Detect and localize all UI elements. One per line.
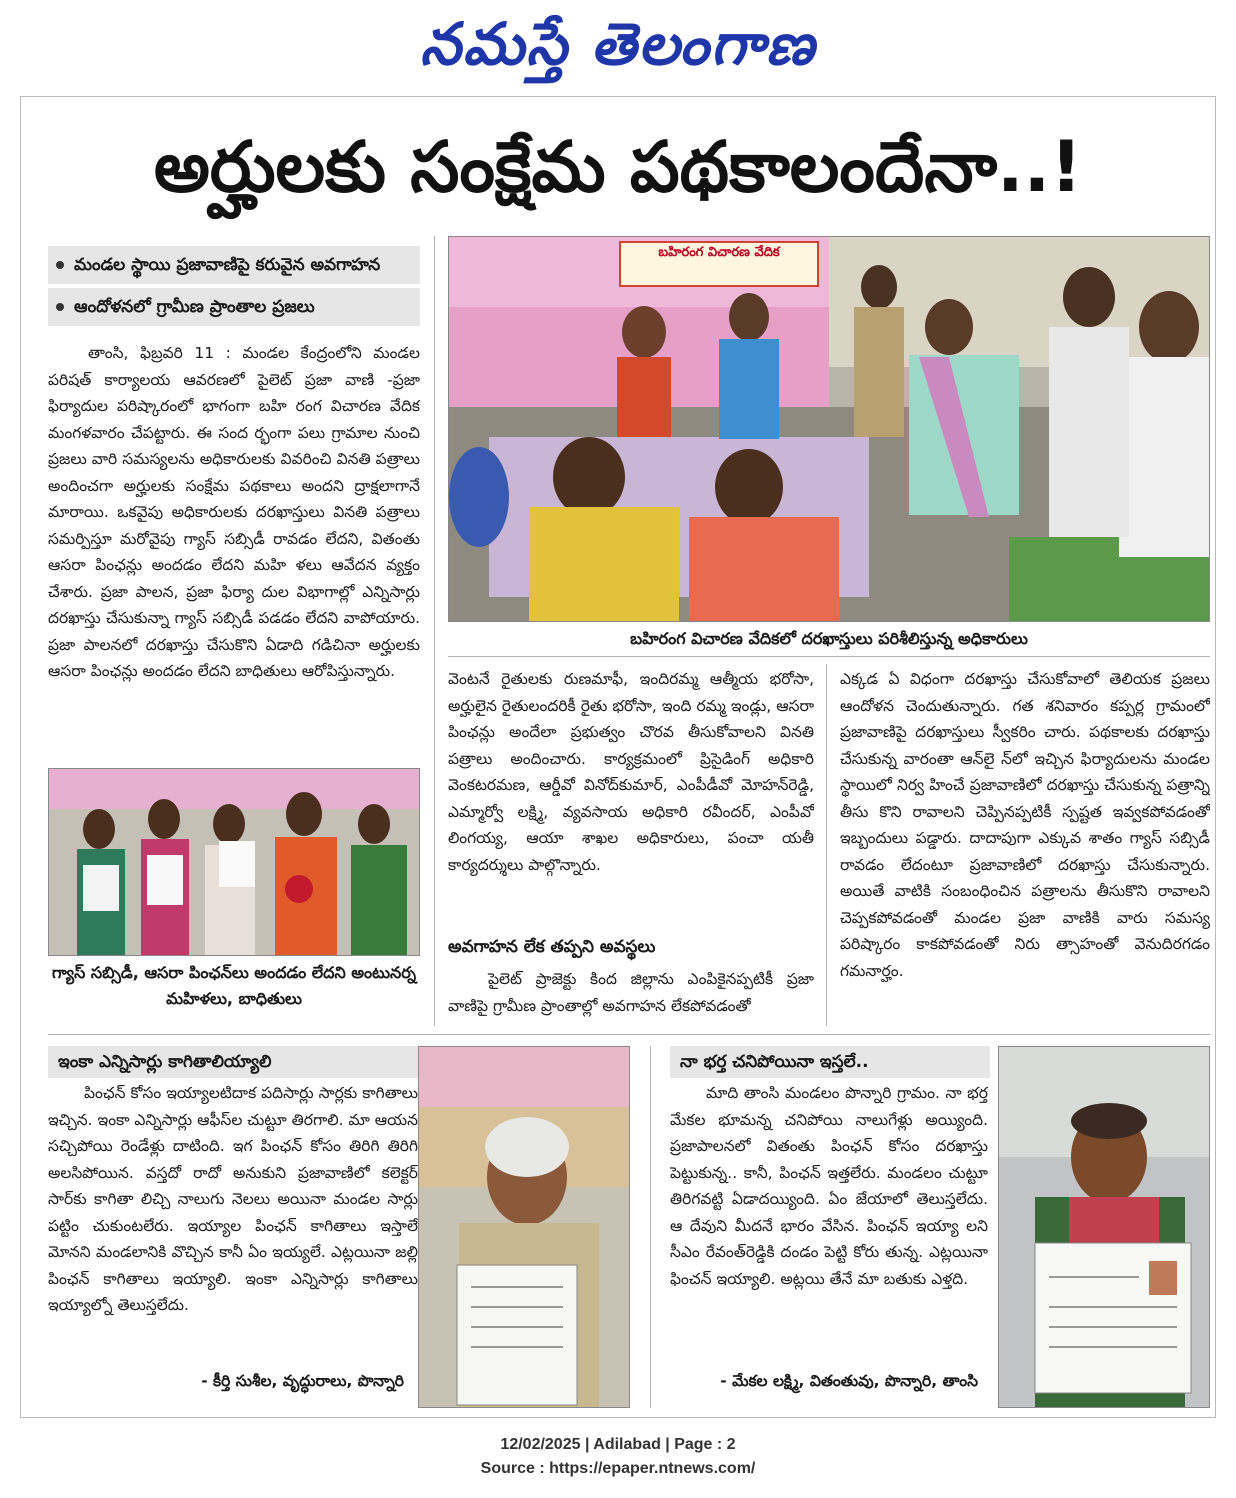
masthead-logo: నమస్తే తెలంగాణ xyxy=(420,10,816,78)
divider xyxy=(826,664,827,1026)
box2-signature: - మేకల లక్ష్మి, వితంతువు, పొన్నారి, తాంసి xyxy=(720,1372,978,1390)
main-photo-caption: బహిరంగ విచారణ వేదికలో దరఖాస్తులు పరిశీలిస్తున్న అధికారులు xyxy=(630,629,1028,648)
main-photo xyxy=(448,236,1210,622)
article-col3-text: ఎక్కడ ఏ విధంగా దరఖాస్తు చేసుకోవాలో తెలియక ప్రజలు ఆందోళన చెందుతున్నారు. గత శనివారం కప్పర్ల గ్రామంలో ప్రజావాణిపై దరఖాస్తులు స్వీకరిం చారు. పథకాలకు దరఖాస్తు చేసుకున్న వారంతా ఆన్‌లై న్‌లో ఇచ్చిన ఫిర్యాదులను మండల స్థాయిలో నిర్వ హించే ప్రజావాణిలో దరఖాస్తు చేసుకున్న పత్రాన్ని తీసు కొని రావాలని చెప్పినప్పటికీ స్పష్టత ఇవ్వకపోవడంతో ఇబ్బందులు పడ్డారు. దాదాపుగా ఎక్కువ శాతం గ్యాస్ సబ్సిడీ రావడం లేదంటూ ప్రజావాణిలో దరఖాస్తు చేసుకున్నారు. అయితే వాటికి సంబంధించిన పత్రాలను తీసుకొని రావాలని చెప్పకపోవడంతో మండల ప్రజా వాణికి వారు సమస్య పరిష్కారం కాకపోవడంతో నిరు త్సాహంతో వెనుదిరగడం గమనార్హం. xyxy=(840,670,1210,980)
elderly-woman-photo xyxy=(418,1046,630,1408)
box1-text: పింఛన్ కోసం ఇయ్యాలటిదాక పదిసార్లు సార్లకు కాగితాలు ఇచ్చిన. ఇంకా ఎన్నిసార్లు ఆఫీస్‌ల చుట్టూ తిరగాలి. మా ఆయన సచ్చిపోయి రెండేళ్లు దాటింది. ఇగ పింఛన్ కోసం తిరిగి తిరిగి అలసిపోయిన. వస్తదో రాదో అనుకుని ప్రజావాణిలో కలెక్టర్ సార్‌కు కాగితా లిచ్చి నాలుగు నెలలు అయినా మండల సార్లు పట్టిం చుకుంటలేరు. ఇయ్యాల పింఛన్ కాగితాలు ఇస్తాలే మోనని మండలానికి వొచ్చిన కానీ ఏం ఇయ్యలే. ఎట్లయినా జల్లి పింఛన్ కాగితాలు ఇయ్యాలి. ఇంకా ఎన్నిసార్లు కాగితాలు ఇయ్యాల్నో తెలుస్తలేదు. xyxy=(48,1084,418,1314)
bullet-text-2: ఆందోళనలో గ్రామీణ ప్రాంతాల ప్రజలు xyxy=(74,297,315,317)
col2-subheading: అవగాహన లేక తప్పని అవస్థలు xyxy=(448,937,656,957)
main-photo-illustration xyxy=(449,237,1210,622)
box1-heading: ఇంకా ఎన్నిసార్లు కాగితాలియ్యాలి xyxy=(48,1046,418,1078)
divider xyxy=(650,1046,651,1408)
bullet-dot-icon xyxy=(56,303,64,311)
headline: అర్హులకు సంక్షేమ పథకాలందేనా..! xyxy=(153,126,1083,208)
bullet-box-2 xyxy=(48,288,420,326)
women-photo-illustration xyxy=(49,769,420,956)
women-photo xyxy=(48,768,420,956)
elderly-woman-illustration xyxy=(419,1047,630,1408)
box2-text: మాది తాంసి మండలం పొన్నారి గ్రామం. నా భర్త మేకల భూమన్న చనిపోయి నాలుగేళ్లు అయ్యింది. ప్రజాపాలనలో వితంతు పింఛన్ కోసం దరఖాస్తు పెట్టుకున్న.. కానీ, పింఛన్ ఇత్తలేరు. మండలం చుట్టూ తిరిగవట్టి ఏడాదయ్యింది. ఏం జేయాలో తెలుస్తలేదు. ఆ దేవుని మీదనే భారం వేసిన. పింఛన్ ఇయ్యా లని సీఎం రేవంత్‌రెడ్డికి దండం పెట్టి కోరు తున్న. ఎట్లయినా ఫించన్ ఇయ్యాలి. అట్లయి తేనే మా బతుకు ఎళ్తది. xyxy=(670,1084,988,1288)
bullet-box-1 xyxy=(48,246,420,284)
box1-signature: - కీర్తి సుశీల, వృద్ధురాలు, పొన్నారి xyxy=(201,1372,404,1390)
divider xyxy=(448,656,1210,657)
bullet-dot-icon xyxy=(56,261,64,269)
footer-date-page: 12/02/2025 | Adilabad | Page : 2 xyxy=(500,1436,736,1453)
box2-heading: నా భర్త చనిపోయినా ఇస్తలే.. xyxy=(670,1046,990,1078)
divider xyxy=(434,236,435,1026)
divider xyxy=(48,1034,1210,1035)
bullet-text-1: మండల స్థాయి ప్రజావాణిపై కరువైన అవగాహన xyxy=(74,255,381,275)
footer-source: Source : https://epaper.ntnews.com/ xyxy=(480,1460,756,1477)
photo-banner-sign: బహిరంగ విచారణ వేదిక xyxy=(619,241,819,287)
widow-illustration xyxy=(999,1047,1210,1408)
article-col1-text: తాంసి, ఫిబ్రవరి 11 : మండల కేంద్రంలోని మండల పరిషత్ కార్యాలయ ఆవరణలో పైలెట్ ప్రజా వాణి -ప్రజా ఫిర్యాదుల పరిష్కారంలో భాగంగా బహి రంగ విచారణ వేదిక మంగళవారం చేపట్టారు. ఈ సంద ర్భంగా పలు గ్రామాల నుంచి ప్రజలు వారి సమస్యలను అధికారులకు వివరించి వినతి పత్రాలు అందించగా అర్హులకు సంక్షేమ పథకాలు అందని ద్రాక్షలాగానే మారాయి. ఒకవైపు అధికారులకు దరఖాస్తులు వినతి పత్రాలు సమర్పిస్తూ మరోవైపు గ్యాస్ సబ్సిడీ రావడం లేదని, వితంతు ఆసరా పింఛన్లు అందడం లేదని మహి ళలు ఆవేదన వ్యక్తం చేశారు. ప్రజా పాలన, ప్రజా ఫిర్యా దుల విభాగాల్లో ఎన్నిసార్లు దరఖాస్తు చేసుకున్నా గ్యాస్ సబ్సిడీ పడడం లేదని వాపోయారు. ప్రజా పాలనలో దరఖాస్తు చేసుకొని ఏడాది గడిచినా అర్హులకు ఆసరా పింఛన్లు అందడం లేదని బాధితులు ఆరోపిస్తున్నారు. xyxy=(48,344,420,680)
women-photo-caption: గ్యాస్ సబ్సిడీ, ఆసరా పింఛన్‌లు అందడం లేదని అంటునర్న మహిళలు, బాధితులు xyxy=(52,963,416,1008)
article-col2-text2: పైలెట్ ప్రాజెక్టు కింద జిల్లాను ఎంపికైనప్పటికీ ప్రజా వాణిపై గ్రామీణ ప్రాంతాల్లో అవగాహన లేకపోవడంతో xyxy=(448,970,814,1015)
widow-photo xyxy=(998,1046,1210,1408)
article-col2-text: వెంటనే రైతులకు రుణమాఫీ, ఇందిరమ్మ ఆత్మీయ భరోసా, అర్హులైన రైతులందరికీ రైతు భరోసా, ఇంది రమ్మ ఇండ్లు, ఆసరా పింఛన్లు అందేలా ప్రభుత్వం చొరవ తీసుకోవాలని వినతి పత్రాలు అందించారు. కార్యక్రమంలో ప్రిసైడింగ్ అధికారి వెంకటరమణ, ఆర్డీవో వినోద్‌కుమార్, ఎంపీడీవో మోహన్‌రెడ్డి, ఎమ్మార్వో లక్ష్మి, వ్యవసాయ అధికారి రవీందర్, ఎంపీవో లింగయ్య, ఆయా శాఖల అధికారులు, పంచా యతీ కార్యదర్శులు పాల్గొన్నారు. xyxy=(448,670,814,874)
